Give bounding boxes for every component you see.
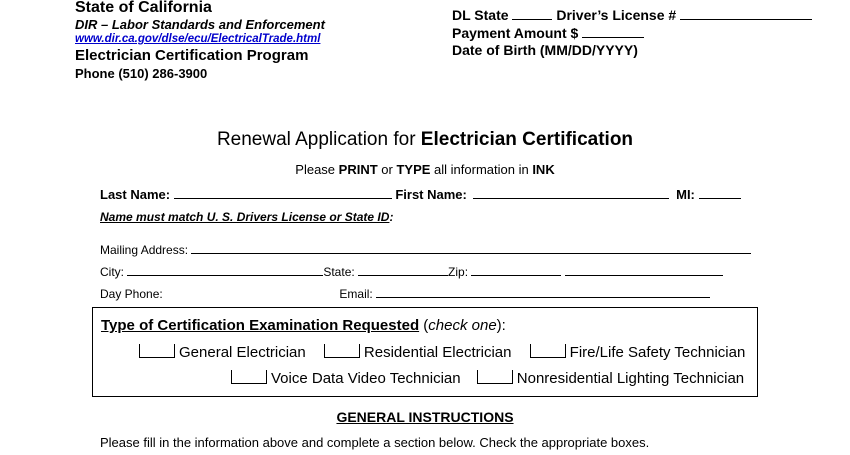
dl-state-field[interactable]: [512, 7, 552, 20]
day-phone-field[interactable]: [166, 286, 336, 298]
program-name: Electrician Certification Program: [75, 47, 309, 64]
option-nonresidential-lighting[interactable]: Nonresidential Lighting Technician: [477, 370, 744, 387]
option-residential-electrician[interactable]: Residential Electrician: [324, 344, 512, 361]
name-note: Name must match U. S. Drivers License or State ID:: [100, 210, 394, 224]
drivers-license-field[interactable]: [680, 7, 812, 20]
general-instructions-text: Please fill in the information above and complete a section below. Check the appropriate boxes.: [100, 435, 650, 450]
first-name-field[interactable]: [473, 186, 669, 199]
dl-state-label: DL State: [452, 7, 509, 23]
program-phone: Phone (510) 286-3900: [75, 66, 208, 81]
exam-options-row-1: [139, 344, 745, 361]
mi-label: MI:: [676, 187, 695, 202]
day-phone-label: Day Phone:: [100, 287, 163, 301]
checkbox[interactable]: [530, 344, 566, 358]
website-link[interactable]: www.dir.ca.gov/dlse/ecu/ElectricalTrade.html: [75, 33, 321, 45]
page-title: Renewal Application for Electrician Certification: [216, 129, 634, 150]
date-of-birth-label: Date of Birth (MM/DD/YYYY): [452, 42, 638, 58]
city-row: [100, 263, 723, 279]
general-instructions-heading: GENERAL INSTRUCTIONS: [336, 409, 514, 425]
option-general-electrician[interactable]: General Electrician: [139, 344, 306, 361]
exam-type-box: [92, 307, 758, 397]
mailing-row: [100, 241, 751, 257]
last-name-label: Last Name:: [100, 187, 171, 202]
exam-options-row-2: [231, 370, 744, 387]
zip-label: Zip:: [448, 265, 469, 279]
first-name-label: First Name:: [395, 187, 467, 202]
dl-row: [452, 7, 812, 23]
city-label: City:: [100, 265, 124, 279]
name-row: [100, 186, 741, 202]
checkbox[interactable]: [231, 370, 267, 384]
zip-field[interactable]: [471, 263, 561, 276]
payment-amount-field[interactable]: [582, 25, 644, 38]
state-label: State:: [323, 265, 355, 279]
phone-email-row: [100, 285, 710, 301]
email-label: Email:: [339, 287, 373, 301]
checkbox[interactable]: [477, 370, 513, 384]
state-name: State of California: [75, 0, 212, 16]
zip-extension-field[interactable]: [565, 263, 723, 276]
exam-type-heading: Type of Certification Examination Requested (check one):: [101, 317, 506, 334]
state-field[interactable]: [358, 263, 448, 276]
email-field[interactable]: [376, 285, 710, 298]
mailing-address-label: Mailing Address:: [100, 243, 189, 257]
mailing-address-field[interactable]: [191, 241, 751, 254]
print-instruction: Please PRINT or TYPE all information in INK: [295, 162, 555, 177]
option-fire-life-safety[interactable]: Fire/Life Safety Technician: [530, 344, 746, 361]
option-voice-data-video[interactable]: Voice Data Video Technician: [231, 370, 461, 387]
city-field[interactable]: [127, 263, 323, 276]
drivers-license-label: Driver’s License #: [556, 7, 677, 23]
department-name: DIR – Labor Standards and Enforcement: [75, 17, 325, 32]
last-name-field[interactable]: [174, 186, 392, 199]
checkbox[interactable]: [139, 344, 175, 358]
payment-row: [452, 25, 644, 41]
payment-amount-label: Payment Amount $: [452, 25, 579, 41]
mi-field[interactable]: [699, 186, 741, 199]
checkbox[interactable]: [324, 344, 360, 358]
